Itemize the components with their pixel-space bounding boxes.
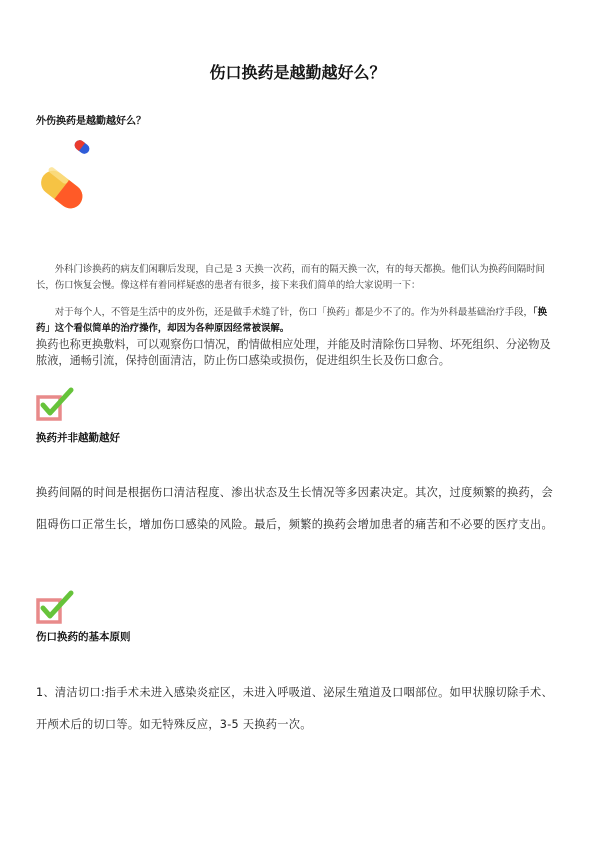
section-body-principles: 1、清洁切口:指手术未进入感染炎症区，未进入呼吸道、泌尿生殖道及口咽部位。如甲状腺切除手术、开颅术后的切口等。如无特殊反应，3-5 天换药一次。 <box>36 686 553 731</box>
checkbox-checked-icon <box>36 590 74 624</box>
checkbox-checked-icon <box>36 387 74 421</box>
definition-paragraph: 换药也称更换敷料，可以观察伤口情况，酌情做相应处理，并能及时清除伤口异物、坏死组织、分泌物及脓液，通畅引流，保持创面清洁，防止伤口感染或损伤，促进组织生长及伤口愈合。 <box>36 338 551 367</box>
section-body-frequency: 换药间隔的时间是根据伤口清洁程度、渗出状态及生长情况等多因素决定。其次，过度频繁的换药，会阻碍伤口正常生长，增加伤口感染的风险。最后，频繁的换药会增加患者的痛苦和不必要的医疗支出。 <box>36 486 553 531</box>
background-text: 对于每个人，不管是生活中的皮外伤，还是做手术缝了针，伤口「换药」都是少不了的。作为外科最基础治疗手段， <box>54 307 533 318</box>
capsule-icon <box>34 140 96 216</box>
page-title: 伤口换药是越勤越好么？ <box>209 63 386 82</box>
section-heading-frequency: 换药并非越勤越好 <box>36 432 120 444</box>
document-subtitle: 外伤换药是越勤越好么？ <box>36 116 146 127</box>
section-heading-principles: 伤口换药的基本原则 <box>36 631 131 643</box>
background-paragraph <box>36 305 560 337</box>
intro-paragraph: 外科门诊换药的病友们闲聊后发现，自己是 3 天换一次药，而有的隔天换一次，有的每天都换。他们认为换药间隔时间长，伤口恢复会慢。像这样有着同样疑惑的患者有很多，接下来我们简单的给大家说明一下： <box>36 264 545 291</box>
highlight-text: 「换药」这个看似简单的治疗操作，却因为各种原因经常被误解。 <box>36 307 547 334</box>
